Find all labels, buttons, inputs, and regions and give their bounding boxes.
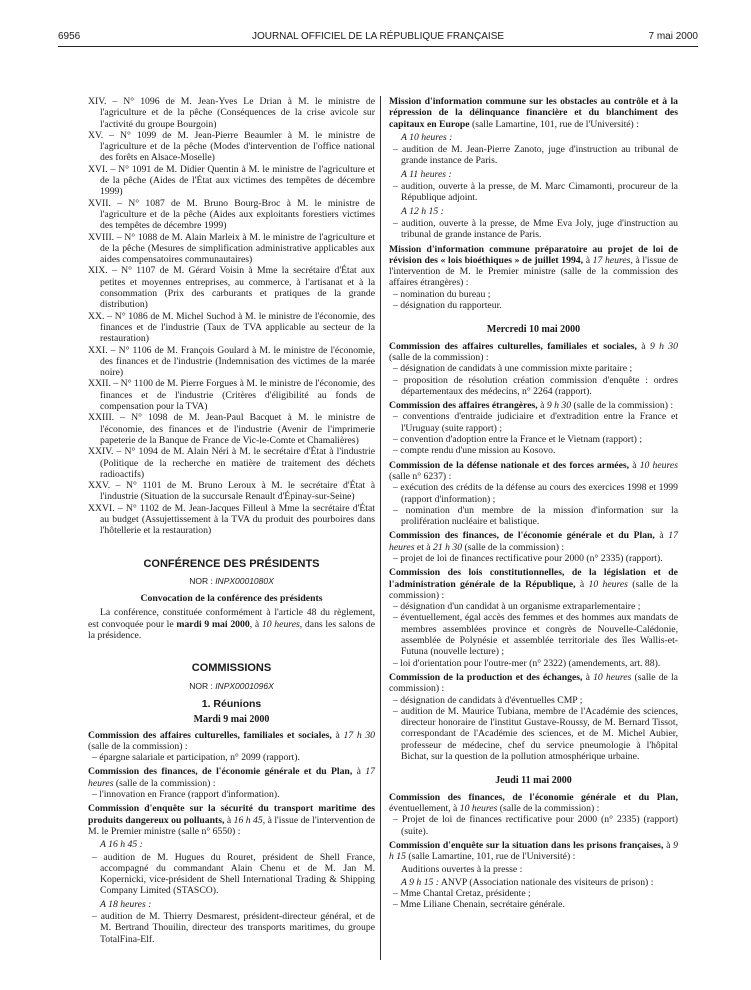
agenda-item: – projet de loi de finances rectificative pour 2000 (n° 2335) (rapport). bbox=[393, 552, 663, 564]
question-item: XXII. – N° 1100 de M. Pierre Forgues à M. le ministre de l'économie, des finances et de l'industrie (Critères d'éligibilité au fonds de compensation pour la TVA) bbox=[88, 378, 375, 413]
time-slot: A 18 heures : bbox=[100, 898, 152, 910]
agenda-item: – désignation d'un candidat à un organisme extraparlementaire ; bbox=[393, 601, 641, 613]
commissions-nor: NOR : INPX0001096X bbox=[189, 680, 274, 691]
agenda-item: – compte rendu d'une mission au Kosovo. bbox=[393, 445, 556, 457]
mission-entry: Mission d'information commune sur les obstacles au contrôle et à la répression de la délinquance financière et du blanchiment des capitaux en Europe (salle Lamartine, 101, rue de l'Université) : A 10 heures : – audition de M. Jean-Pierre Zanoto, juge d'instruction au tribunal de grande instance de Paris. A 11 heures : – audition, ouverte à la presse, de M. Marc Cimamonti, procureur de la République adjoint. A 12 h 15 : – audition, ouverte à la presse, de Mme Eva Joly, juge d'instruction au tribunal de grande instance de Paris. bbox=[389, 96, 678, 241]
agenda-item: – loi d'orientation pour l'outre-mer (n° 2322) (amendements, art. 88). bbox=[393, 657, 661, 669]
reunions-heading: 1. Réunions bbox=[201, 697, 262, 710]
agenda-item: – audition, ouverte à la presse, de M. Marc Cimamonti, procureur de la République adjoint. bbox=[393, 181, 678, 204]
agenda-item: – nomination du bureau ; bbox=[393, 288, 491, 300]
page-header bbox=[58, 31, 698, 45]
agenda-item: – désignation de candidats à une commission mixte paritaire ; bbox=[393, 363, 633, 375]
time-slot-line: A 9 h 15 : ANVP (Association nationale des visiteurs de prison) : bbox=[401, 876, 654, 888]
conference-heading: CONFÉRENCE DES PRÉSIDENTS bbox=[143, 557, 320, 570]
commission-entry: Commission de la production et des échanges, à 10 heures (salle de la commission) : – désignation de candidats à d'éventuelles CMP ; – audition de M. Maurice Tubiana, membre de l'Académie des sciences, directeur honoraire de l'institut Gustave-Roussy, de M. Bernard Tissot, correspondant de l'Académie des sciences, et de M. Michel Aubier, professeur de médecine, chef du service pneumologie à l'hôpital Bichat, sur la question de la pollution atmosphérique urbaine. bbox=[389, 671, 678, 763]
commissions-heading: COMMISSIONS bbox=[191, 662, 272, 675]
convocation-text: La conférence, constituée conformément à l'article 48 du règlement, est convoquée pour le mardi 9 mai 2000, à 10 heures, dans les salons de la présidence. bbox=[88, 607, 375, 642]
agenda-item: – conventions d'entraide judiciaire et d'extradition entre la France et l'Uruguay (suite rapport) ; bbox=[393, 411, 678, 434]
agenda-item: – convention d'adoption entre la France et le Vietnam (rapport) ; bbox=[393, 434, 643, 446]
commission-entry: Commission des lois constitutionnelles, de la législation et de l'administration générale de la République, à 10 heures (salle de la commission) : – désignation d'un candidat à un organisme extraparlementaire ; – éventuellement, égal accès des femmes et des hommes aux mandats de membres assemblées province et congrès de Nouvelle-Calédonie, assemblée de Polynésie et assemblée territoriale des îles Wallis-et-Futuna (nouvelle lecture) ; – loi d'orientation pour l'outre-mer (n° 2322) (amendements, art. 88). bbox=[389, 567, 678, 669]
question-item: XX. – N° 1086 de M. Michel Suchod à M. le ministre de l'économie, des finances et de l'industrie (Taux de TVA applicable au secteur de la restauration) bbox=[88, 310, 375, 345]
question-item: XXIV. – N° 1094 de M. Alain Néri à M. le secrétaire d'État à l'industrie (Politique de la recherche en matière de traitement des déchets radioactifs) bbox=[88, 446, 375, 480]
commission-entry: Commission d'enquête sur la sécurité du transport maritime des produits dangereux ou polluants, à 16 h 45, à l'issue de l'intervention de M. le Premier ministre (salle n° 6550) : A 16 h 45 : – audition de M. Hugues du Rouret, président de Shell France, accompagné du commandant Alain Chenu et de M. Jan M. Kopernicki, vice-président de Shell International Trading & Shipping Company Limited (STASCO). A 18 heures : – audition de M. Thierry Desmarest, président-directeur général, et de M. Bertrand Thouilin, directeur des transports maritimes, du groupe TotalFina-Elf. bbox=[88, 803, 375, 945]
press-note: Auditions ouvertes à la presse : bbox=[401, 864, 523, 876]
question-item: XIV. – N° 1096 de M. Jean-Yves Le Drian à M. le ministre de l'agriculture et de la pêche (Conséquences de la crise avicole sur l'activité du groupe Bourgoin) bbox=[88, 96, 375, 130]
agenda-item: – audition, ouverte à la presse, de Mme Eva Joly, juge d'instruction au tribunal de grande instance de Paris. bbox=[393, 217, 678, 241]
agenda-item: – éventuellement, égal accès des femmes et des hommes aux mandats de membres assemblées province et congrès de Nouvelle-Calédonie, assemblée de Polynésie et assemblée territoriale des îles Wallis-et-Futuna (nouvelle lecture) ; bbox=[393, 612, 678, 658]
mission-entry: Mission d'information commune préparatoire au projet de loi de révision des « lois bioéthiques » de juillet 1994, à 17 heures, à l'issue de l'intervention de M. le Premier ministre (salle de la commission des affaires étrangères) : – nomination du bureau ; – désignation du rapporteur. bbox=[389, 243, 678, 312]
agenda-item: – Projet de loi de finances rectificative pour 2000 (n° 2335) (rapport) (suite). bbox=[393, 814, 678, 837]
time-slot: A 10 heures : bbox=[401, 131, 453, 143]
agenda-item: – épargne salariale et participation, n° 2099 (rapport). bbox=[92, 752, 300, 764]
agenda-item: – audition de M. Maurice Tubiana, membre de l'Académie des sciences, directeur honoraire de l'institut Gustave-Roussy, de M. Bernard Tissot, correspondant de l'Académie des sciences, et de M. Michel Aubier, professeur de médecine, chef du service pneumologie à l'hôpital Bichat, sur la question de la pollution atmosphérique urbaine. bbox=[393, 705, 678, 763]
question-item: XXI. – N° 1106 de M. François Goulard à M. le ministre de l'économie, des finances et de l'industrie (Indemnisation des victimes de la marée noire) bbox=[88, 344, 375, 379]
commission-entry: Commission des affaires culturelles, familiales et sociales, à 17 h 30 (salle de la commission) : – épargne salariale et participation, n° 2099 (rapport). bbox=[88, 729, 376, 764]
commission-entry: Commission des finances, de l'économie générale et du Plan, à 17 heures (salle de la commission) : – l'innovation en France (rapport d'information). bbox=[88, 766, 375, 801]
conference-nor: NOR : INPX0001080X bbox=[189, 575, 274, 586]
commission-entry: Commission des finances, de l'économie générale et du Plan, à 17 heures et à 21 h 30 (salle de la commission) : – projet de loi de finances rectificative pour 2000 (n° 2335) (rapport). bbox=[389, 530, 678, 564]
commission-entry: Commission de la défense nationale et des forces armées, à 10 heures (salle n° 6237) : – exécution des crédits de la défense au cours des exercices 1998 et 1999 (rapport d'information) ; – nomination d'un membre de la mission d'information sur la prolifération nucléaire et balistique. bbox=[389, 459, 678, 528]
time-slot: A 12 h 15 : bbox=[401, 205, 444, 217]
column-divider bbox=[380, 96, 381, 960]
commission-entry: Commission des affaires étrangères, à 9 h 30 (salle de la commission) : – conventions d'entraide judiciaire et d'extradition entre la France et l'Uruguay (suite rapport) ; – convention d'adoption entre la France et le Vietnam (rapport) ; – compte rendu d'une mission au Kosovo. bbox=[389, 400, 678, 457]
header-rule bbox=[58, 46, 698, 47]
agenda-item: – nomination d'un membre de la mission d'information sur la prolifération nucléaire et balistique. bbox=[393, 504, 678, 528]
agenda-item: – exécution des crédits de la défense au cours des exercices 1998 et 1999 (rapport d'information) ; bbox=[393, 482, 678, 505]
question-item: XVI. – N° 1091 de M. Didier Quentin à M. le ministre de l'agriculture et de la pêche (Aides de l'État aux victimes des tempêtes de décembre 1999) bbox=[88, 163, 375, 198]
day-heading: Jeudi 11 mai 2000 bbox=[495, 775, 572, 787]
page-number: 6956 bbox=[58, 31, 81, 42]
left-column bbox=[88, 96, 375, 948]
issue-date: 7 mai 2000 bbox=[648, 31, 698, 42]
question-item: XVIII. – N° 1088 de M. Alain Marleix à M. le ministre de l'agriculture et de la pêche (Mesures de simplification administrative applicables aux aides compensatoires communautaires) bbox=[88, 231, 375, 266]
agenda-item: – audition de M. Jean-Pierre Zanoto, juge d'instruction au tribunal de grande instance de Paris. bbox=[393, 144, 678, 167]
commission-entry: Commission des finances, de l'économie générale et du Plan, éventuellement, à 10 heures (salle de la commission) : – Projet de loi de finances rectificative pour 2000 (n° 2335) (rapport) (suite). bbox=[389, 791, 678, 837]
right-column bbox=[389, 96, 678, 914]
agenda-item: – Mme Liliane Chenain, secrétaire générale. bbox=[393, 899, 565, 911]
question-item: XV. – N° 1099 de M. Jean-Pierre Beaumler à M. le ministre de l'agriculture et de la pêche (Modes d'intervention de l'office national des forêts en Alsace-Moselle) bbox=[88, 129, 375, 164]
agenda-item: – proposition de résolution création commission d'enquête : ordres départementaux des médecins, n° 2264 (rapport). bbox=[393, 374, 678, 397]
agenda-item: – audition de M. Hugues du Rouret, président de Shell France, accompagné du commandant Alain Chenu et de M. Jan M. Kopernicki, vice-président de Shell International Trading & Shipping Company Limited (STASCO). bbox=[92, 851, 375, 897]
time-slot: A 16 h 45 : bbox=[100, 839, 143, 851]
question-list bbox=[88, 96, 375, 537]
commission-entry: Commission d'enquête sur la situation dans les prisons françaises, à 9 h 15 (salle Lamartine, 101, rue de l'Université) : Auditions ouvertes à la presse : A 9 h 15 : ANVP (Association nationale des visiteurs de prison) : – Mme Chantal Cretaz, présidente ; – Mme Liliane Chenain, secrétaire générale. bbox=[389, 839, 678, 911]
time-slot: A 11 heures : bbox=[401, 168, 452, 180]
agenda-item: – Mme Chantal Cretaz, présidente ; bbox=[393, 888, 531, 899]
agenda-item: – audition de M. Thierry Desmarest, président-directeur général, et de M. Bertrand Thouilin, directeur des transports maritimes, du groupe TotalFina-Elf. bbox=[92, 911, 375, 945]
commission-entry: Commission des affaires culturelles, familiales et sociales, à 9 h 30 (salle de la commission) : – désignation de candidats à une commission mixte paritaire ; – proposition de résolution création commission d'enquête : ordres départementaux des médecins, n° 2264 (rapport). bbox=[389, 340, 678, 397]
question-item: XXIII. – N° 1098 de M. Jean-Paul Bacquet à M. le ministre de l'économie, des finances et de l'industrie (Avenir de l'imprimerie papeterie de la Banque de France de Vic-le-Comte et Chamalières) bbox=[88, 412, 375, 446]
question-item: XXV. – N° 1101 de M. Bruno Leroux à M. le secrétaire d'État à l'industrie (Situation de la succursale Renault d'Épinay-sur-Seine) bbox=[88, 480, 375, 503]
journal-title: JOURNAL OFFICIEL DE LA RÉPUBLIQUE FRANÇAISE bbox=[251, 31, 505, 42]
convocation-heading: Convocation de la conférence des présidents bbox=[140, 593, 323, 605]
day-heading: Mercredi 10 mai 2000 bbox=[486, 324, 581, 336]
day-heading: Mardi 9 mai 2000 bbox=[193, 714, 270, 726]
question-item: XXVI. – N° 1102 de M. Jean-Jacques Filleul à Mme la secrétaire d'État au budget (Assujettissement à la TVA du produit des pourboires dans l'hôtellerie et la restauration) bbox=[88, 502, 375, 537]
agenda-item: – désignation du rapporteur. bbox=[393, 300, 502, 312]
agenda-item: – l'innovation en France (rapport d'information). bbox=[92, 789, 280, 801]
question-item: XIX. – N° 1107 de M. Gérard Voisin à Mme la secrétaire d'État aux petites et moyennes entreprises, au commerce, à l'artisanat et à la consommation (Prix des carburants et pratiques de la grande distribution) bbox=[88, 265, 375, 311]
agenda-item: – désignation de candidats à d'éventuelles CMP ; bbox=[393, 694, 583, 706]
question-item: XVII. – N° 1087 de M. Bruno Bourg-Broc à M. le ministre de l'agriculture et de la pêche (Aides aux exploitants forestiers victimes des tempêtes de décembre 1999) bbox=[88, 197, 375, 232]
